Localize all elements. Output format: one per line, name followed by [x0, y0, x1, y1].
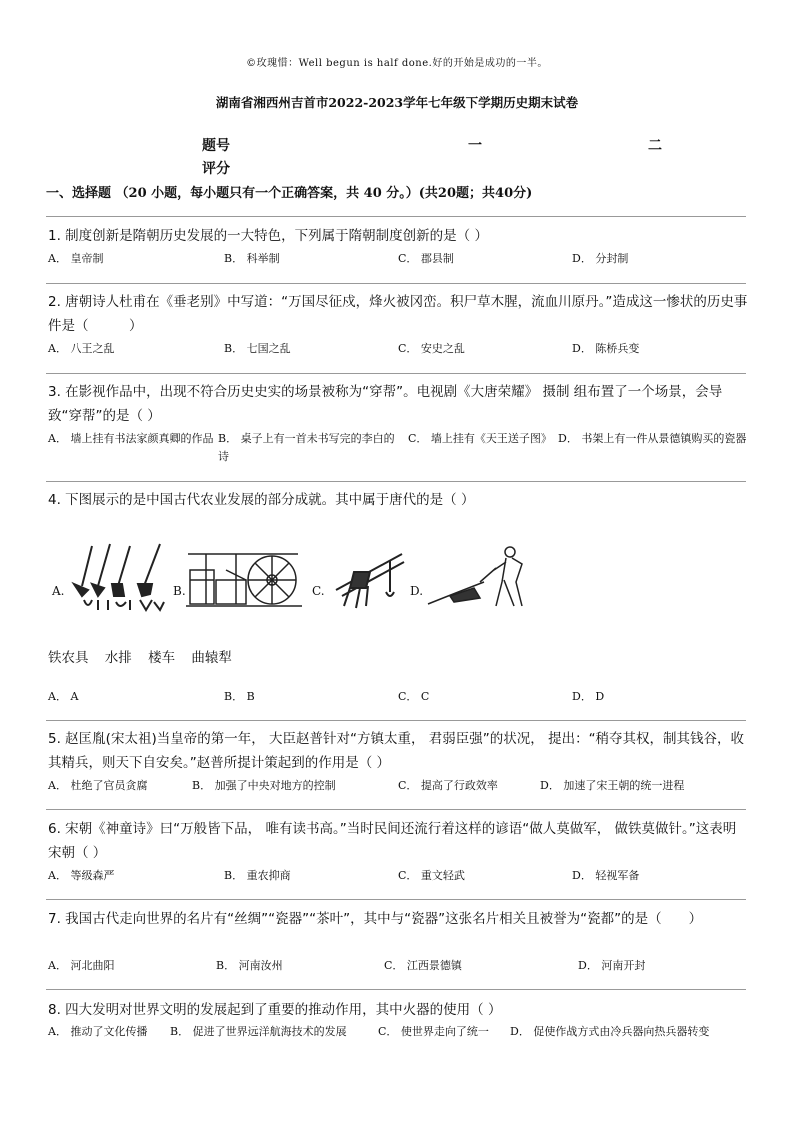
question-5-stem: 5. 赵匡胤(宋太祖)当皇帝的第一年， 大臣赵普针对“方镇太重， 君弱臣强”的状况， 提出：“稍夺其权，制其钱谷，收其精兵，则天下自安矣。”赵普所提计策起到的作用是（ ）: [48, 731, 745, 771]
score-table-col-2: 二: [648, 138, 662, 154]
option-c[interactable]: C． 重文轻武: [398, 869, 465, 882]
question-8-stem: 8. 四大发明对世界文明的发展起到了重要的推动作用，其中火器的使用（ ）: [48, 1002, 502, 1018]
option-d[interactable]: D． 陈桥兵变: [572, 342, 640, 355]
score-table-col-1: 一: [468, 138, 482, 154]
question-3-options: [48, 430, 748, 466]
option-c[interactable]: C． 江西景德镇: [384, 959, 462, 972]
option-c[interactable]: C． C: [398, 690, 430, 703]
divider: [46, 720, 746, 721]
question-4-stem: 4. 下图展示的是中国古代农业发展的部分成就。其中属于唐代的是（ ）: [48, 492, 475, 508]
option-c[interactable]: C． 安史之乱: [398, 342, 465, 355]
exam-title: 湖南省湘西州吉首市2022-2023学年七年级下学期历史期末试卷: [215, 95, 579, 110]
label-seed-drill: 楼车: [148, 650, 176, 666]
option-a[interactable]: A． 河北曲阳: [48, 959, 115, 972]
option-b[interactable]: B． 加强了中央对地方的控制: [192, 779, 336, 792]
score-table-row-label-score: 评分: [202, 161, 230, 177]
label-water-bellows: 水排: [104, 650, 132, 666]
question-7-stem: 7. 我国古代走向世界的名片有“丝绸”“瓷器”“茶叶”，其中与“瓷器”这张名片相关且被誉为“瓷都”的是（ ）: [48, 911, 703, 927]
option-d[interactable]: D． D: [572, 690, 605, 703]
question-2-stem: 2. 唐朝诗人杜甫在《垂老别》中写道：“万国尽征戍，烽火被冈峦。积尸草木腥，流血川原丹。”造成这一惨状的历史事件是（ ）: [48, 294, 748, 334]
option-d[interactable]: D． 促使作战方式由冷兵器向热兵器转变: [510, 1025, 710, 1038]
option-a[interactable]: A． 杜绝了官员贪腐: [48, 779, 148, 792]
image-letter-c: C.: [312, 584, 325, 598]
option-c[interactable]: C． 使世界走向了统一: [378, 1025, 489, 1038]
option-c[interactable]: C． 墙上挂有《天王送子图》: [408, 432, 552, 445]
image-letter-d: D.: [410, 584, 424, 598]
option-d[interactable]: D． 分封制: [572, 252, 629, 265]
option-a[interactable]: A． 推动了文化传播: [48, 1025, 148, 1038]
option-b[interactable]: B． 科举制: [224, 252, 280, 265]
option-d[interactable]: D． 轻视军备: [572, 869, 640, 882]
option-b[interactable]: B． B: [224, 690, 255, 703]
image-letter-a: A.: [52, 584, 65, 598]
divider: [46, 283, 746, 284]
divider: [46, 899, 746, 900]
option-b[interactable]: B． 河南汝州: [216, 959, 283, 972]
option-a[interactable]: A． 八王之乱: [48, 342, 115, 355]
iron-farm-tools-image: [64, 540, 168, 612]
divider: [46, 989, 746, 990]
option-b[interactable]: B． 促进了世界远洋航海技术的发展: [170, 1025, 347, 1038]
score-table-row-label-question-no: 题号: [202, 138, 230, 154]
image-letter-b: B.: [173, 584, 186, 598]
question-6-stem: 6. 宋朝《神童诗》曰“万般皆下品， 唯有读书高。”当时民间还流行着这样的谚语“做人莫做军， 做铁莫做针。”这表明宋朝（ ）: [48, 821, 737, 861]
question-1-stem: 1. 制度创新是隋朝历史发展的一大特色，下列属于隋朝制度创新的是（ ）: [48, 228, 488, 244]
question-8-options: [48, 1023, 748, 1063]
option-c[interactable]: C． 提高了行政效率: [398, 779, 498, 792]
seed-drill-image: [330, 540, 408, 612]
question-3-stem: 3. 在影视作品中，出现不符合历史史实的场景被称为“穿帮”。电视剧《大唐荣耀》 摄制 组布置了一个场景，会导致“穿帮”的是（ ）: [48, 384, 723, 424]
divider: [46, 481, 746, 482]
option-a[interactable]: A． 皇帝制: [48, 252, 104, 265]
option-a[interactable]: A． 等级森严: [48, 869, 115, 882]
label-curved-shaft-plough: 曲辕犁: [191, 650, 232, 666]
water-bellows-image: [186, 540, 304, 612]
divider: [46, 216, 746, 217]
option-d[interactable]: D． 书架上有一件从景德镇购买的瓷器: [558, 432, 747, 445]
divider: [46, 809, 746, 810]
option-b[interactable]: B． 桌子上有一首未书写完的李白的诗: [218, 432, 395, 463]
header-motto: ©玫瑰惜：Well begun is half done.好的开始是成功的一半。: [246, 58, 548, 69]
option-c[interactable]: C． 郡县制: [398, 252, 454, 265]
section-heading: 一、选择题 （20 小题，每小题只有一个正确答案，共 40 分。）(共20题；共40分): [46, 186, 533, 201]
option-a[interactable]: A． A: [48, 690, 79, 703]
option-b[interactable]: B． 重农抑商: [224, 869, 291, 882]
option-d[interactable]: D． 河南开封: [578, 959, 646, 972]
divider: [46, 373, 746, 374]
label-iron-farm-tools: 铁农具: [48, 650, 89, 666]
option-a[interactable]: A． 墙上挂有书法家颜真卿的作品: [48, 432, 214, 445]
option-d[interactable]: D． 加速了宋王朝的统一进程: [540, 779, 685, 792]
question-4-image-labels: [48, 646, 244, 666]
curved-shaft-plough-image: [424, 540, 532, 612]
option-b[interactable]: B． 七国之乱: [224, 342, 291, 355]
